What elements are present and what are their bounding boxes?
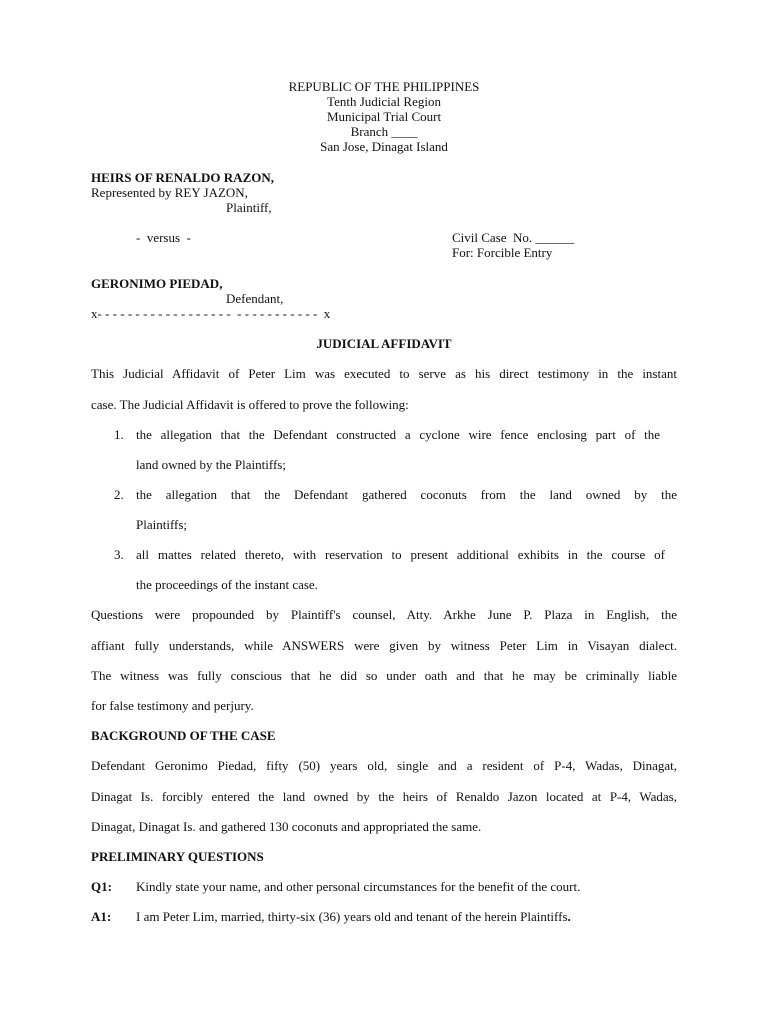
represented-by: Represented by REY JAZON, [91,185,248,200]
intro-line-2: case. The Judicial Affidavit is offered to prove the following: [91,397,409,412]
defendant-name: GERONIMO PIEDAD, [91,276,223,291]
plaintiff-label: Plaintiff, [226,200,272,215]
plaintiff-name: HEIRS OF RENALDO RAZON, [91,170,274,185]
header-republic: REPUBLIC OF THE PHILIPPINES [288,79,480,94]
questions-line-3: The witness was fully conscious that he did so under oath and that he may be criminally liable [91,668,677,683]
defendant-label: Defendant, [226,291,284,306]
list-item-line: the allegation that the Defendant constructed a cyclone wire fence enclosing part of the [136,427,660,442]
list-item-line: Plaintiffs; [136,517,188,532]
header-region: Tenth Judicial Region [327,94,441,109]
questions-line-1: Questions were propounded by Plaintiff's counsel, Atty. Arkhe June P. Plaza in English, the [91,607,677,622]
caption-separator: x- - - - - - - - - - - - - - - - - - - - - - - - - - - - - x [91,306,331,321]
background-line-3: Dinagat, Dinagat Is. and gathered 130 coconuts and appropriated the same. [91,819,482,834]
preliminary-heading: PRELIMINARY QUESTIONS [91,849,264,864]
document-title: JUDICIAL AFFIDAVIT [316,336,452,351]
answer-body: I am Peter Lim, married, thirty-six (36) years old and tenant of the herein Plaintiffs [136,909,568,924]
list-item-line: the proceedings of the instant case. [136,577,318,592]
question-text: Kindly state your name, and other personal circumstances for the benefit of the court. [136,879,581,894]
answer-label: A1: [91,909,112,924]
header-court: Municipal Trial Court [326,109,442,124]
question-label: Q1: [91,879,112,894]
list-number: 1. [114,427,124,442]
list-item-line: the allegation that the Defendant gathered coconuts from the land owned by the [136,487,677,502]
background-line-2: Dinagat Is. forcibly entered the land owned by the heirs of Renaldo Jazon located at P-4, Wadas, [91,789,677,804]
questions-line-4: for false testimony and perjury. [91,698,254,713]
background-heading: BACKGROUND OF THE CASE [91,728,276,743]
header-branch: Branch ____ [350,124,418,139]
versus-label: - versus - [136,230,191,245]
questions-line-2: affiant fully understands, while ANSWERS were given by witness Peter Lim in Visayan dialect. [91,638,677,653]
answer-text [136,909,571,924]
list-item-line: land owned by the Plaintiffs; [136,457,286,472]
list-number: 3. [114,547,124,562]
header-location: San Jose, Dinagat Island [320,139,448,154]
background-line-1: Defendant Geronimo Piedad, fifty (50) years old, single and a resident of P-4, Wadas, Dinagat, [91,758,677,773]
answer-period: . [567,909,571,924]
case-type: For: Forcible Entry [452,245,553,260]
list-number: 2. [114,487,124,502]
intro-line-1: This Judicial Affidavit of Peter Lim was executed to serve as his direct testimony in the instant [91,366,677,381]
list-item-line: all mattes related thereto, with reservation to present additional exhibits in the course of [136,547,665,562]
civil-case-number: Civil Case No. ______ [452,230,575,245]
